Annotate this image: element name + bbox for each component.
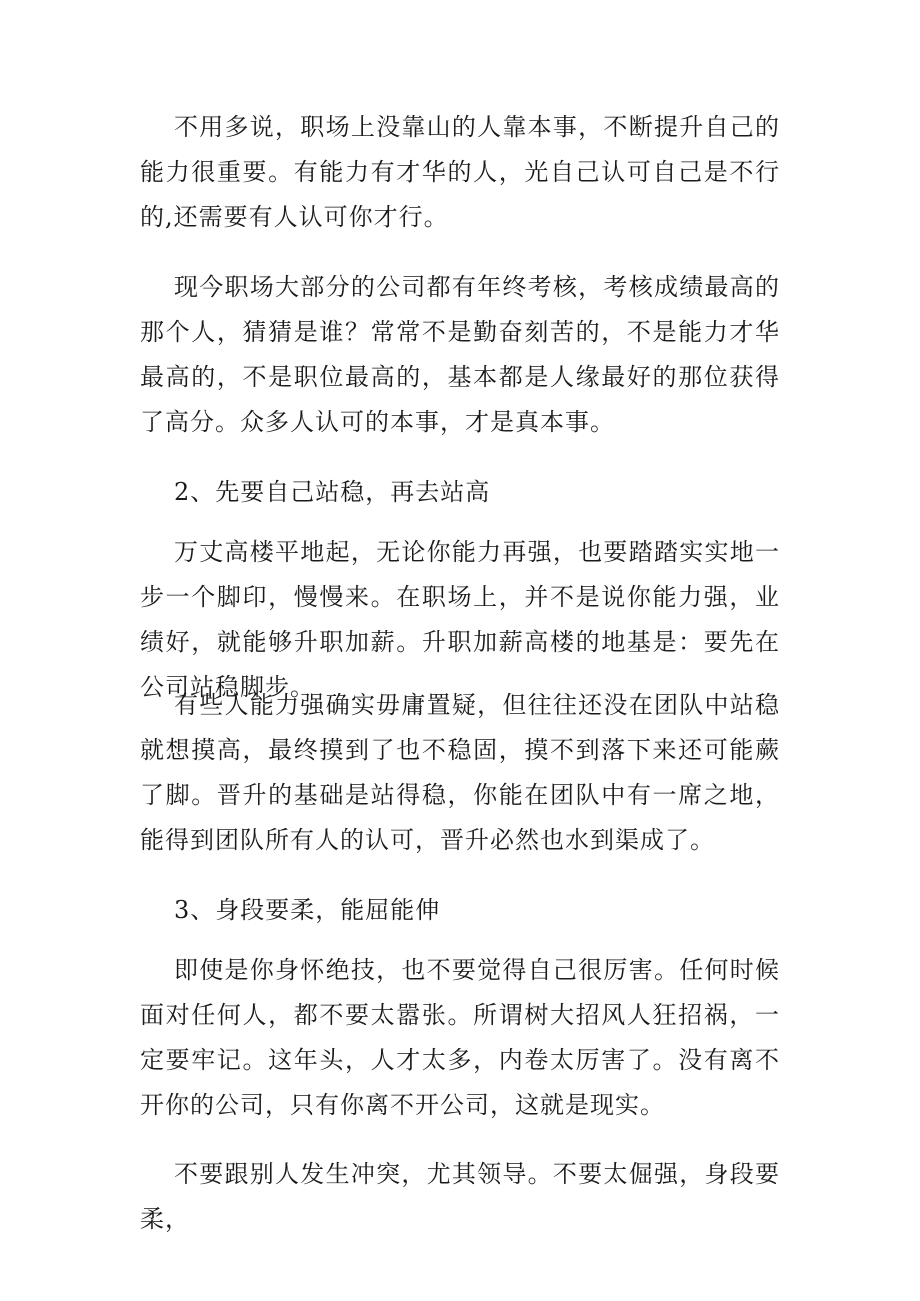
- section-heading-2: 2、先要自己站稳，再去站高: [174, 478, 491, 506]
- section-heading-3: 3、身段要柔，能屈能伸: [174, 896, 441, 924]
- paragraph-5: 即使是你身怀绝技，也不要觉得自己很厉害。任何时候面对任何人，都不要太嚣张。所谓树大招风人狂招祸，一定要牢记。这年头，人才太多，内卷太厉害了。没有离不开你的公司，只有你离不开公司，这就是现实。: [140, 956, 780, 1119]
- paragraph-4: 有些人能力强确实毋庸置疑，但往往还没在团队中站稳就想摸高，最终摸到了也不稳固，摸不到落下来还可能蕨了脚。晋升的基础是站得稳，你能在团队中有一席之地，能得到团队所有人的认可，晋升必然也水到渠成了。: [140, 691, 780, 854]
- paragraph-3: 万丈高楼平地起，无论你能力再强，也要踏踏实实地一步一个脚印，慢慢来。在职场上，并不是说你能力强，业绩好，就能够升职加薪。升职加薪高楼的地基是：要先在公司站稳脚步。: [140, 538, 780, 701]
- paragraph-6: 不要跟别人发生冲突，尤其领导。不要太倔强，身段要柔，: [140, 1160, 780, 1233]
- paragraph-1: 不用多说，职场上没靠山的人靠本事，不断提升自己的能力很重要。有能力有才华的人，光自己认可自己是不行的,还需要有人认可你才行。: [140, 113, 780, 231]
- paragraph-2: 现今职场大部分的公司都有年终考核，考核成绩最高的那个人，猜猜是谁？常常不是勤奋刻苦的，不是能力才华最高的，不是职位最高的，基本都是人缘最好的那位获得了高分。众多人认可的本事，才是真本事。: [140, 273, 780, 436]
